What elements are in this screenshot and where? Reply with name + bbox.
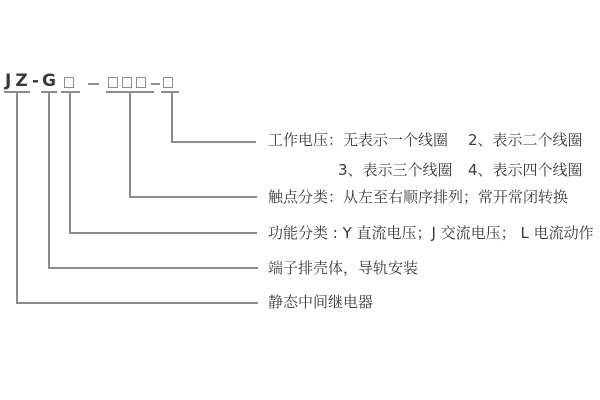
label-working-voltage-line2-left: 3、表示三个线圈 xyxy=(338,161,453,179)
model-separator-text: - xyxy=(32,71,40,91)
placeholder-box-contact-1 xyxy=(108,77,118,88)
callout-vline-relay-type xyxy=(16,92,18,303)
label-function-class: 功能分类 : Y 直流电压；J 交流电压； L 电流动作 xyxy=(268,224,594,242)
model-prefix-text: JZ xyxy=(5,71,32,91)
callout-vline-working-voltage xyxy=(171,92,173,142)
callout-hline-relay-type xyxy=(16,302,258,304)
callout-hline-working-voltage xyxy=(171,141,256,143)
callout-vline-housing xyxy=(48,92,50,268)
callout-hline-contact-class xyxy=(129,196,257,198)
placeholder-box-contact-2 xyxy=(122,77,132,88)
underline-voltage-box xyxy=(161,91,179,93)
label-working-voltage-line2-right: 4、表示四个线圈 xyxy=(468,161,583,179)
callout-hline-function-class xyxy=(69,232,257,234)
placeholder-box-contact-3 xyxy=(136,77,146,88)
model-dash xyxy=(151,83,160,85)
model-dash xyxy=(88,83,99,85)
label-working-voltage-line1-left: 工作电压：无表示一个线圈 xyxy=(268,131,449,149)
placeholder-box-voltage xyxy=(163,77,173,88)
underline-function-box xyxy=(61,91,80,93)
label-housing: 端子排壳体，导轨安装 xyxy=(268,259,419,277)
label-working-voltage-line1-right: 2、表示二个线圈 xyxy=(468,131,583,149)
model-function-letter-text: G xyxy=(42,71,56,91)
label-relay-type: 静态中间继电器 xyxy=(268,293,374,311)
callout-vline-contact-class xyxy=(129,92,131,197)
callout-hline-housing xyxy=(48,267,258,269)
callout-vline-function-class xyxy=(69,92,71,233)
placeholder-box-function xyxy=(64,77,74,88)
label-contact-class: 触点分类：从左至右顺序排列；常开常闭转换 xyxy=(268,188,569,206)
